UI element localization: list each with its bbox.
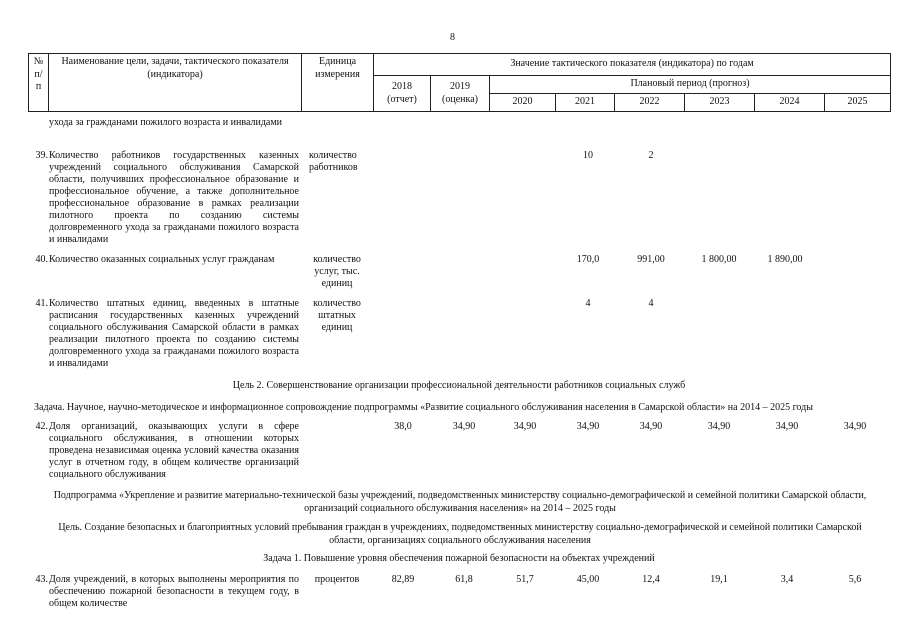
- goal-2-heading: Цель 2. Совершенствование организации профессиональной деятельности работников социальных служб: [232, 380, 686, 391]
- value-2022: 34,90: [639, 421, 663, 432]
- value-2025: 5,6: [848, 574, 862, 585]
- header-values-title: Значение тактического показателя (индикатора) по годам: [374, 54, 891, 76]
- row-num: 41.: [35, 298, 48, 309]
- row-name: Количество оказанных социальных услуг гражданам: [49, 254, 275, 265]
- value-2025: 34,90: [843, 421, 867, 432]
- value-2021: 4: [585, 298, 591, 309]
- value-2022: 2: [648, 150, 654, 161]
- header-2019: 2019 (оценка): [431, 76, 490, 112]
- row-num: 40.: [35, 254, 48, 265]
- header-year-2022: 2022: [615, 94, 685, 112]
- subprogram-task-1: Задача 1. Повышение уровня обеспечения пожарной безопасности на объектах учреждений: [263, 553, 655, 564]
- row-unit: количество штатных единиц: [313, 298, 361, 333]
- value-2022: 991,00: [637, 254, 665, 265]
- subprogram-heading: Подпрограмма «Укрепление и развитие материально-технической базы учреждений, подведомственных министерству социально-демографической и семейной политики Самарской области, организаций социального обслуживания населения» на 2014 – 2025 годы: [53, 490, 867, 514]
- value-2019: 34,90: [452, 421, 476, 432]
- header-num: № п/п: [29, 54, 49, 112]
- value-2024: 1 890,00: [767, 254, 803, 265]
- value-2020: 34,90: [513, 421, 537, 432]
- value-2024: 34,90: [775, 421, 799, 432]
- header-unit: Единица измерения: [302, 54, 374, 112]
- value-2021: 45,00: [576, 574, 600, 585]
- subprogram-goal: Цель. Создание безопасных и благоприятных условий пребывания граждан в учреждениях, подведомственных министерству социально-демографической и семейной политики Самарской области, организациях социального обслуживания населения: [58, 522, 862, 546]
- value-2021: 10: [583, 150, 593, 161]
- value-2023: 1 800,00: [701, 254, 737, 265]
- row-unit: количество работников: [309, 150, 358, 173]
- value-2021: 34,90: [576, 421, 600, 432]
- value-2021: 170,0: [576, 254, 600, 265]
- goal-2-task: Задача. Научное, научно-методическое и информационное сопровождение подпрограммы «Развитие социального обслуживания населения в Самарской области» на 2014 – 2025 годы: [34, 402, 813, 413]
- header-year-2024: 2024: [755, 94, 825, 112]
- row-num: 43.: [35, 574, 48, 585]
- value-2019: 61,8: [455, 574, 473, 585]
- row-name: Количество штатных единиц, введенных в штатные расписания государственных казенных учреждений социального обслуживания Самарской области в рамках реализации пилотного проекта по созданию системы долговременного ухода за гражданами пожилого возраста и инвалидами: [49, 298, 299, 369]
- value-2022: 4: [648, 298, 654, 309]
- indicator-table-header: [28, 53, 891, 112]
- row-unit: количество услуг, тыс. единиц: [313, 254, 361, 289]
- value-2018: 82,89: [391, 574, 415, 585]
- value-2020: 51,7: [516, 574, 534, 585]
- value-2023: 19,1: [710, 574, 728, 585]
- header-name: Наименование цели, задачи, тактического показателя (индикатора): [49, 54, 302, 112]
- row-num: 42.: [35, 421, 48, 432]
- header-year-2023: 2023: [685, 94, 755, 112]
- header-2018: 2018 (отчет): [374, 76, 431, 112]
- header-year-2025: 2025: [825, 94, 891, 112]
- header-year-2020: 2020: [490, 94, 556, 112]
- value-2023: 34,90: [707, 421, 731, 432]
- row-num: 39.: [35, 150, 48, 161]
- row-name: Доля организаций, оказывающих услуги в сфере социального обслуживания, в отношении которых проведена независимая оценка условий качества оказания услуг в отчетном году, в общем количестве организаций социального обслуживания: [49, 421, 299, 480]
- header-planned: Плановый период (прогноз): [490, 76, 891, 94]
- row-name: ухода за гражданами пожилого возраста и инвалидами: [49, 117, 283, 128]
- row-unit: процентов: [314, 574, 360, 585]
- page-number: 8: [450, 32, 455, 43]
- value-2018: 38,0: [394, 421, 412, 432]
- row-name: Доля учреждений, в которых выполнены мероприятия по обеспечению пожарной безопасности в текущем году, в общем количестве: [49, 574, 299, 609]
- value-2022: 12,4: [642, 574, 660, 585]
- value-2024: 3,4: [780, 574, 794, 585]
- row-name: Количество работников государственных казенных учреждений социального обслуживания Самарской области, получивших профессиональное образование и профессиональное обучение, а также дополнительное профессиональное образование в рамках реализации пилотного проекта по созданию системы долговременного ухода за гражданами пожилого возраста и инвалидами: [49, 150, 299, 245]
- header-year-2021: 2021: [556, 94, 615, 112]
